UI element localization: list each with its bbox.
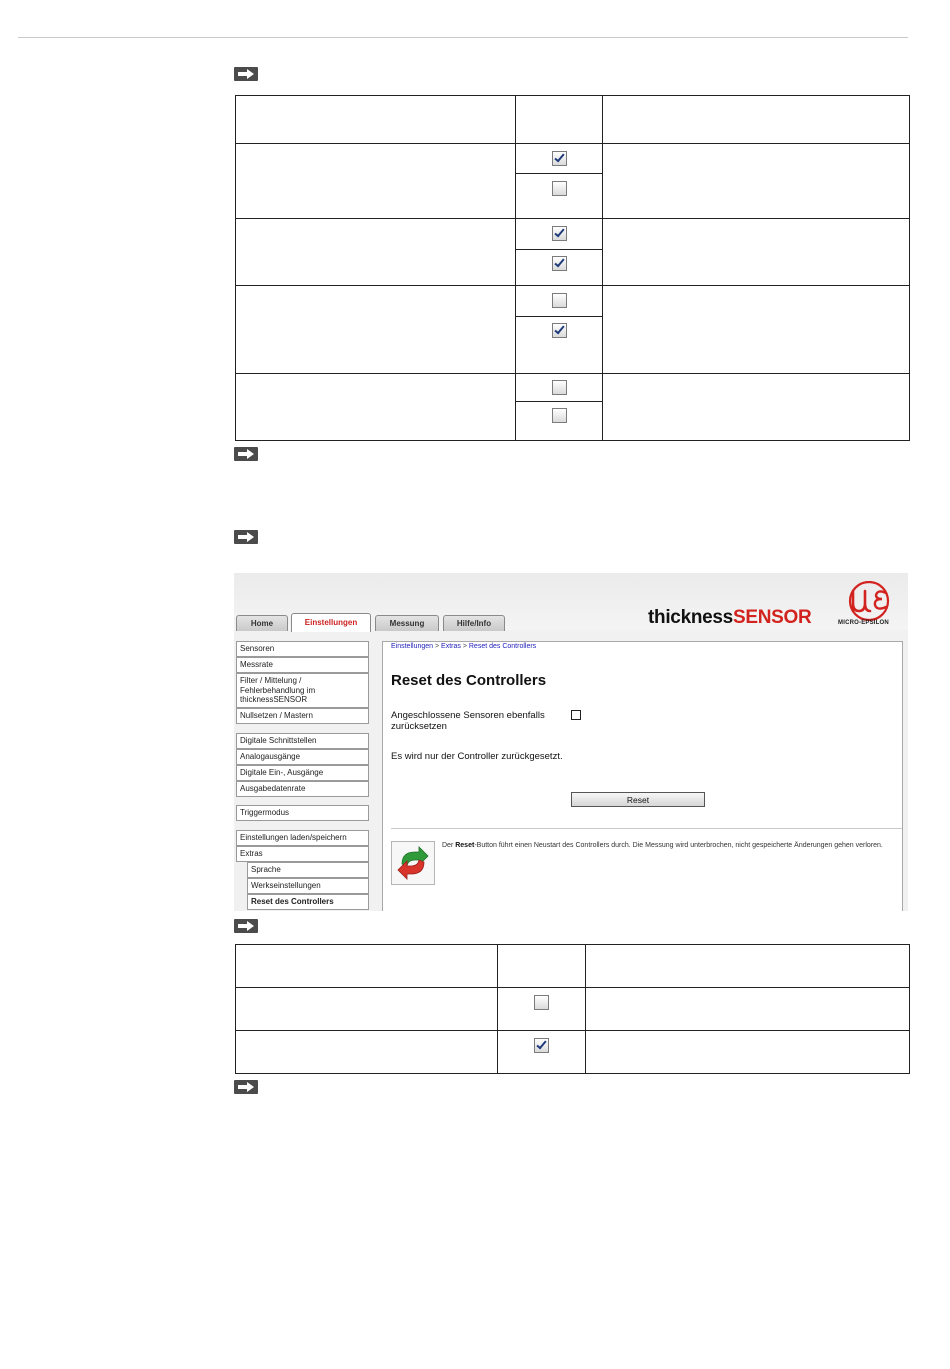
- table-cell: [603, 374, 910, 441]
- table-header-cell: [498, 945, 586, 988]
- checkbox-cell: [516, 317, 603, 374]
- table-cell: [236, 374, 516, 441]
- breadcrumb-link[interactable]: Einstellungen: [391, 643, 434, 650]
- menu-item-filter[interactable]: Filter / Mittelung / Fehlerbehandlung im thicknessSENSOR: [236, 673, 369, 708]
- checkbox-cell: [498, 1031, 586, 1074]
- breadcrumb-link[interactable]: Reset des Controllers: [468, 643, 537, 650]
- menu-item-einstellungen-laden[interactable]: Einstellungen laden/speichern: [236, 830, 369, 846]
- reset-note: Es wird nur der Controller zurückgesetzt.: [391, 751, 563, 762]
- checkbox[interactable]: [552, 256, 567, 271]
- table-header-cell: [586, 945, 910, 988]
- table-cell: [236, 1031, 498, 1074]
- tab-hilfe-info[interactable]: Hilfe/Info: [443, 615, 505, 631]
- checkbox-cell: [516, 219, 603, 250]
- table-header-cell: [236, 96, 516, 144]
- checkbox-cell: [516, 250, 603, 286]
- table-header-cell: [516, 96, 603, 144]
- table-cell: [603, 144, 910, 219]
- content-panel: [382, 641, 903, 911]
- right-arrow-icon: [234, 67, 258, 81]
- web-interface-screenshot: [234, 573, 908, 911]
- table-header-cell: [603, 96, 910, 144]
- right-arrow-icon: [234, 919, 258, 933]
- menu-item-sensoren[interactable]: Sensoren: [236, 641, 369, 657]
- menu-item-sprache[interactable]: Sprache: [247, 862, 369, 878]
- checkbox[interactable]: [552, 181, 567, 196]
- table-cell: [603, 286, 910, 374]
- tab-messung[interactable]: Messung: [375, 615, 439, 631]
- checkbox-cell: [516, 144, 603, 174]
- menu-item-nullsetzen[interactable]: Nullsetzen / Mastern: [236, 708, 369, 724]
- checkbox-cell: [516, 402, 603, 441]
- reset-sensors-checkbox[interactable]: [571, 710, 581, 720]
- page-title: Reset des Controllers: [391, 672, 547, 689]
- checkbox[interactable]: [534, 995, 549, 1010]
- checkbox-cell: [498, 988, 586, 1031]
- menu-item-triggermodus[interactable]: Triggermodus: [236, 805, 369, 821]
- divider: [391, 828, 902, 829]
- checkbox-cell: [516, 286, 603, 317]
- settings-table-1: [235, 95, 910, 441]
- settings-table-2: [235, 944, 910, 1074]
- breadcrumb-link[interactable]: Extras: [441, 643, 461, 650]
- right-arrow-icon: [234, 1080, 258, 1094]
- menu-item-ausgabedatenrate[interactable]: Ausgabedatenrate: [236, 781, 369, 797]
- reset-sensors-label: Angeschlossene Sensoren ebenfalls zurücksetzen: [391, 710, 545, 732]
- table-cell: [586, 988, 910, 1031]
- menu-item-messrate[interactable]: Messrate: [236, 657, 369, 673]
- table-cell: [236, 286, 516, 374]
- help-text: Der Reset-Button führt einen Neustart des Controllers durch. Die Messung wird unterbrochen, nicht gespeicherte Änderungen gehen verloren.: [442, 842, 883, 849]
- checkbox[interactable]: [552, 226, 567, 241]
- menu-item-werkseinstellungen[interactable]: Werkseinstellungen: [247, 878, 369, 894]
- menu-item-analogausgaenge[interactable]: Analogausgänge: [236, 749, 369, 765]
- brand-name: thicknessSENSOR: [648, 607, 812, 628]
- checkbox-cell: [516, 174, 603, 219]
- checkbox-cell: [516, 374, 603, 402]
- table-header-cell: [236, 945, 498, 988]
- table-cell: [236, 144, 516, 219]
- table-cell: [236, 219, 516, 286]
- right-arrow-icon: [234, 447, 258, 461]
- breadcrumb: Einstellungen > Extras > Reset des Controllers: [391, 643, 537, 650]
- checkbox[interactable]: [534, 1038, 549, 1053]
- checkbox[interactable]: [552, 380, 567, 395]
- right-arrow-icon: [234, 530, 258, 544]
- checkbox[interactable]: [552, 293, 567, 308]
- menu-item-digitale-ein-ausgaenge[interactable]: Digitale Ein-, Ausgänge: [236, 765, 369, 781]
- header-rule: [18, 37, 908, 38]
- checkbox[interactable]: [552, 151, 567, 166]
- tab-einstellungen[interactable]: Einstellungen: [291, 613, 371, 632]
- logo-caption: MICRO-EPSILON: [838, 620, 889, 626]
- refresh-arrows-icon: [391, 841, 435, 885]
- menu-item-reset-des-controllers[interactable]: Reset des Controllers: [247, 894, 369, 910]
- checkbox[interactable]: [552, 408, 567, 423]
- menu-item-extras[interactable]: Extras: [236, 846, 369, 862]
- micro-epsilon-logo-icon: [838, 581, 900, 621]
- table-cell: [586, 1031, 910, 1074]
- checkbox[interactable]: [552, 323, 567, 338]
- menu-item-digitale-schnittstellen[interactable]: Digitale Schnittstellen: [236, 733, 369, 749]
- table-cell: [236, 988, 498, 1031]
- table-cell: [603, 219, 910, 286]
- reset-button[interactable]: Reset: [571, 792, 705, 807]
- tab-home[interactable]: Home: [236, 615, 288, 631]
